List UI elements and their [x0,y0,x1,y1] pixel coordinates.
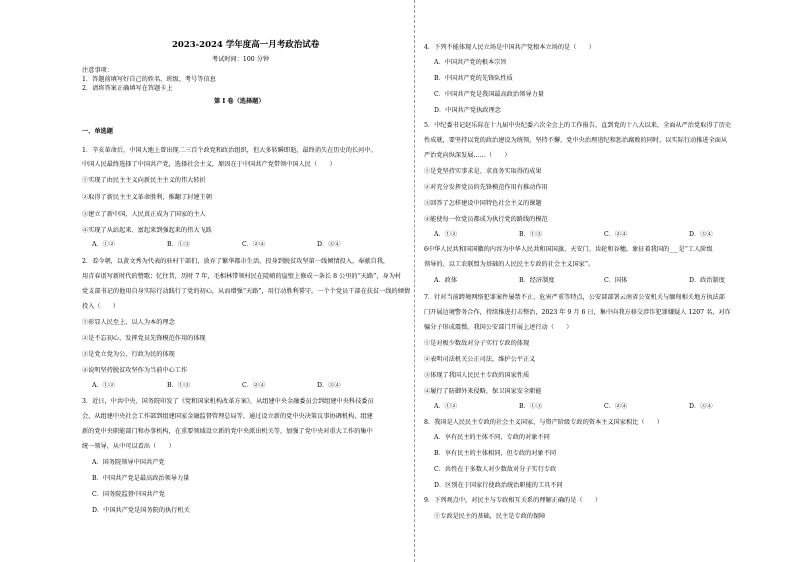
q3-stem-line: 会，从组建中央社会工作部到组建国家金融监督管理总局等，通过设立新的党中央决策议事协调机构，组建 [82,413,373,420]
notice-item-1: 1．答题前填写好自己的姓名、班级、考号等信息 [82,76,216,83]
q4-option: D．中国共产党执政理念 [434,107,501,114]
q1-option: ②取得了新民主主义革命胜利，推翻了封建王朝 [82,194,212,201]
q5-choice-b: B．①③ [519,231,543,238]
q6-stem-line: 领导的、以工农联盟为基础的人民民主专政的社会主义国家”。 [424,261,595,268]
q7-option: ②表明司法机关公正司法，维护公平正义 [424,356,536,363]
q5-choice-d: D．③④ [689,231,713,238]
q2-option: ③是党立党为公，行政为民的体现 [82,351,175,358]
q3-option: D．中国共产党是国务院的执行机关 [92,507,190,514]
exam-title: 2023-2024 学年度高一月考政治试卷 [172,40,320,50]
q8-option: A．享有民主的主体不同，专政的对象不同 [434,434,550,441]
q3-option: A．国务院领导中国共产党 [92,459,165,466]
q5-stem-line: 性成就，要坚持以党的政治建设为统领，坚持不懈，党中央治理违纪和惩治腐败的同时，以实际行动推进全面从 [424,137,728,144]
q5-stem-line: 5．中纪委书记赵乐际在十九届中央纪委六次全会上的工作报告，直到党的十八大以来，全面从严治党取得了历史 [424,122,732,129]
q7-choice-c: C．②④ [604,403,628,410]
q4-option: C．中国共产党是我国最高政治领导力量 [434,91,544,98]
q2-stem-line: 投入（ ） [82,303,120,310]
q8-option: C．共性在于多数人对少数敌对分子实行专政 [434,466,557,473]
q2-choice-a: A．①② [92,382,116,389]
q9-stem: 9．下列观点中，对民主与专政相互关系的理解正确的是（ ） [424,497,602,504]
section-title: 一、单选题 [82,128,113,135]
q7-stem-line: 7．针对当前跨境网络犯罪案件屡禁不止、危害严重等特点，公安部部署云南省公安机关与缅甸相关地方执法部 [424,294,725,301]
q2-option: ①彰显人民至上，以人为本的理念 [82,319,175,326]
q7-choice-a: A．①② [434,403,458,410]
q8-option: B．享有民主的主体相同，但专政的对象不同 [434,450,557,457]
q4-option: B．中国共产党的先锋队性质 [434,75,513,82]
q2-choice-c: C．②④ [242,382,266,389]
exam-time: 考试时间：100 分钟 [212,56,270,63]
q8-stem: 8．我国是人民民主专政的社会主义国家，与资产阶级专政的资本主义国家相比（ ） [424,419,664,426]
q7-stem-line: 骗分子形成震慑。我国公安部门开展上述行动（ ） [424,324,573,331]
q4-stem: 4．下列不能体现人民立场是中国共产党根本立场的是（ ） [424,44,595,51]
q4-option: A．中国共产党的根本宗旨 [434,59,507,66]
q1-choice-d: D．③④ [317,241,341,248]
q2-option: ②是不忘初心，发挥党员先锋模范作用的体现 [82,335,206,342]
q5-choice-c: C．②④ [604,231,628,238]
q8-option: D．区别在于国家行使政治统治职能的工具不同 [434,482,563,489]
q5-option: ②对充分发挥党员的先锋模范作用有推动作用 [424,184,548,191]
q1-option: ④实现了从站起来、富起来到强起来的伟大飞跃 [82,227,212,234]
q7-option: ①是对极少数敌对分子实行专政的体现 [424,340,530,347]
q3-stem-line: 新的党中央职能部门和办事机构，在重要领域设立新的党中央派出机关等，加强了党中央对重大工作的集中 [82,428,373,435]
q6-choice-d: D．政治制度 [689,277,725,284]
column-divider [414,0,415,562]
q5-option: ③回答了怎样建设中国特色社会主义的课题 [424,200,542,207]
q1-option: ③建立了新中国，人民真正成为了国家的主人 [82,211,206,218]
volume-title: 第 I 卷（选择题） [214,98,265,105]
q2-choice-d: D．③④ [317,382,341,389]
q2-stem-line: 用青春谱写新时代的赞歌；忆往昔，历时 7 年，毛相林带领村民在陡峭的崖壁上修成一条长 8 公里的“天路”，身为村 [82,273,402,280]
q6-choice-a: A．政体 [434,277,458,284]
q2-stem-line: 党支部书记的他用自身实际行动践行了党的初心，从而增强“天路”，用行动胜利誓守。一个个党员干部在扶贫一线的倾情 [82,288,411,295]
q6-stem-line: 6中华人民共和国国徽的内容为中华人民共和国国旗、天安门、齿轮和谷穗。象征着我国的___是“工人阶级 [424,246,713,253]
q5-option: ①是党坚持实事求是、求真务实取得的成果 [424,168,542,175]
q2-stem-line: 2．看今朝，以黄文秀为代表的驻村干部们，放弃了繁华都市生活，投身到脱贫攻坚第一线倾情投入，奉献自我， [82,258,390,265]
q1-choice-c: C．②④ [242,241,266,248]
q6-choice-b: B．经济制度 [519,277,555,284]
q9-option: ①专政是民主的基础，民主是专政的保障 [434,513,546,520]
q7-choice-b: B．①③ [519,403,543,410]
q1-option: ①实现了由民主主义向新民主主义的伟大转折 [82,177,206,184]
q5-stem-line: 严治党向纵深发展……（ ） [424,152,511,159]
q2-option: ④说明坚持脱贫攻坚作为当前中心工作 [82,367,188,374]
q3-stem-line: 3．近日，中共中央、国务院印发了《党和国家机构改革方案》，从组建中央金融委员会到组建中央科技委员 [82,398,374,405]
q7-choice-d: D．③④ [689,403,713,410]
q5-option: ④能使每一位党员都成为执行党的路线的模范 [424,216,548,223]
notice-item-2: 2．请将答案正确填写在答题卡上 [82,85,173,92]
q5-choice-a: A．①② [434,231,458,238]
q3-stem-line: 统一领导，从中可以看出（ ） [82,443,175,450]
q3-option: C．国务院监督中国共产党 [92,491,165,498]
q7-option: ④履行了防御外来侵略，保卫国家安全职能 [424,388,542,395]
notice-title: 注意事项： [82,67,113,74]
q7-stem-line: 门开展边境警务合作，持续推进打击整治，2023 年 9 月 6 日，集中向我方移交涉诈犯罪嫌疑人 1207 名，对诈 [424,309,731,316]
q7-option: ③体现了我国人民民主专政的国家性质 [424,372,530,379]
q1-choice-a: A．①② [92,241,116,248]
q2-choice-b: B．①③ [167,382,191,389]
q1-choice-b: B．①③ [167,241,191,248]
q1-stem-line: 中国人民最终选择了中国共产党，选择社会主义，原因在于中国共产党带领中国人民（ ） [82,161,336,168]
q3-option: B．中国共产党是最高政治领导力量 [92,475,190,482]
q1-stem-line: 1．辛亥革命后，中国大地上曾出现二三百个政党和政治组织，但大多转瞬即逝，最终消失在历史的长河中。 [82,147,377,154]
q6-choice-c: C．国体 [604,277,628,284]
